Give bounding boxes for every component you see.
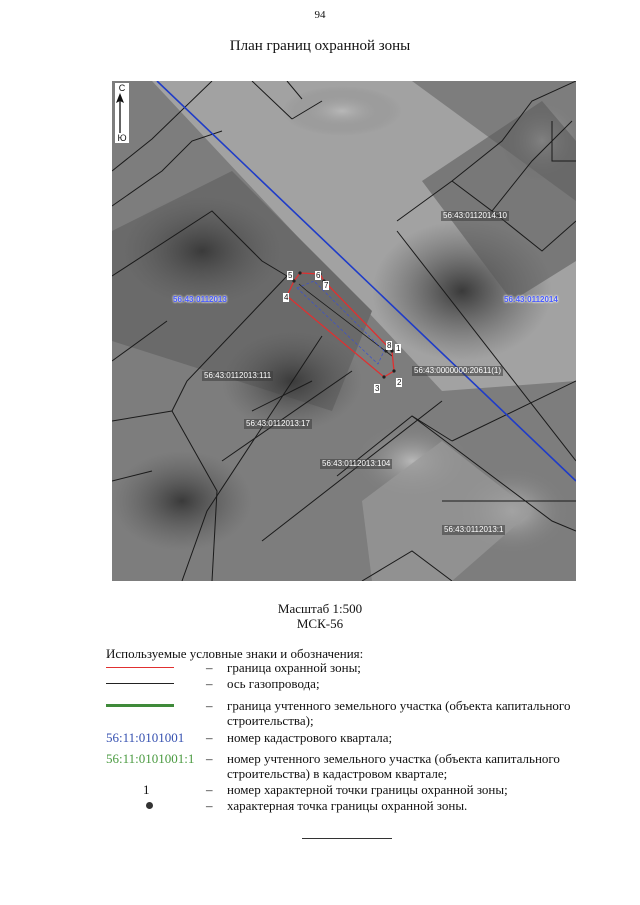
scale-ratio: Масштаб 1:500 — [277, 601, 363, 616]
parcel-label: 56:43:0112013:111 — [204, 371, 272, 380]
legend-symbol — [106, 798, 194, 813]
page-number: 94 — [314, 9, 326, 21]
point-dot-icon — [146, 802, 153, 809]
legend-text: характерная точка границы охранной зоны. — [227, 798, 468, 813]
legend-dash: – — [206, 660, 213, 675]
legend-dash: – — [206, 698, 213, 713]
quarter-label: 56:43:0112013 — [173, 295, 227, 304]
legend-item-parcel — [106, 698, 586, 728]
parcel-label: 56:43:0112013:17 — [246, 419, 310, 428]
map-canvas — [112, 81, 576, 581]
legend-text: граница охранной зоны; — [227, 660, 361, 675]
legend-dash: – — [206, 782, 213, 797]
parcel-label: 56:43:0112013:1 — [444, 525, 504, 534]
north-arrow — [115, 83, 129, 143]
point-number: 6 — [316, 271, 321, 280]
quarter-label: 56:43:0112014 — [504, 295, 558, 304]
legend-item-quarter — [106, 730, 586, 745]
legend-dash: – — [206, 676, 213, 691]
legend-item-parcel-number — [106, 751, 586, 781]
parcel-label: 56:43:0112014:10 — [443, 211, 507, 220]
legend-symbol — [106, 782, 194, 797]
point-number: 4 — [284, 293, 289, 302]
point-number: 5 — [288, 271, 293, 280]
legend-item-point — [106, 798, 586, 813]
north-arrow-icon — [115, 93, 125, 133]
parcel-label: 56:43:0000000:20611(1) — [414, 366, 502, 375]
page-title: План границ охранной зоны — [229, 38, 411, 54]
legend-symbol: 56:11:0101001 — [106, 730, 185, 745]
point-number: 3 — [375, 384, 380, 393]
legend-text: номер учтенного земельного участка (объекта капитального строительства) в кадастровом квартале; — [227, 751, 560, 781]
legend-heading: Используемые условные знаки и обозначения: — [106, 646, 364, 661]
legend-dash: – — [206, 798, 213, 813]
legend-item-zone — [106, 660, 586, 675]
legend-symbol — [106, 660, 194, 675]
end-separator-line — [302, 838, 392, 839]
legend-symbol — [106, 698, 194, 713]
south-label: Ю — [117, 133, 127, 143]
legend-text: номер характерной точки границы охранной зоны; — [227, 782, 508, 797]
legend-point-number-sample: 1 — [143, 782, 150, 797]
legend-dash: – — [206, 751, 213, 766]
parcel-label: 56:43:0112013:104 — [322, 459, 391, 468]
point-number: 8 — [387, 341, 392, 350]
point-number: 7 — [324, 281, 329, 290]
legend-symbol — [106, 676, 194, 691]
legend-symbol: 56:11:0101001:1 — [106, 751, 195, 766]
legend-text: номер кадастрового квартала; — [227, 730, 393, 745]
legend-dash: – — [206, 730, 213, 745]
scale-block — [0, 601, 640, 631]
coordinate-system: МСК-56 — [296, 616, 344, 631]
legend-text: ось газопровода; — [227, 676, 320, 691]
legend-text: граница учтенного земельного участка (объекта капитального строительства); — [227, 698, 571, 728]
legend-item-axis — [106, 676, 586, 691]
map-area[interactable] — [112, 81, 576, 581]
point-number: 2 — [397, 378, 402, 387]
north-label: С — [118, 83, 126, 93]
point-number: 1 — [396, 344, 401, 353]
legend-item-point-number — [106, 782, 586, 797]
